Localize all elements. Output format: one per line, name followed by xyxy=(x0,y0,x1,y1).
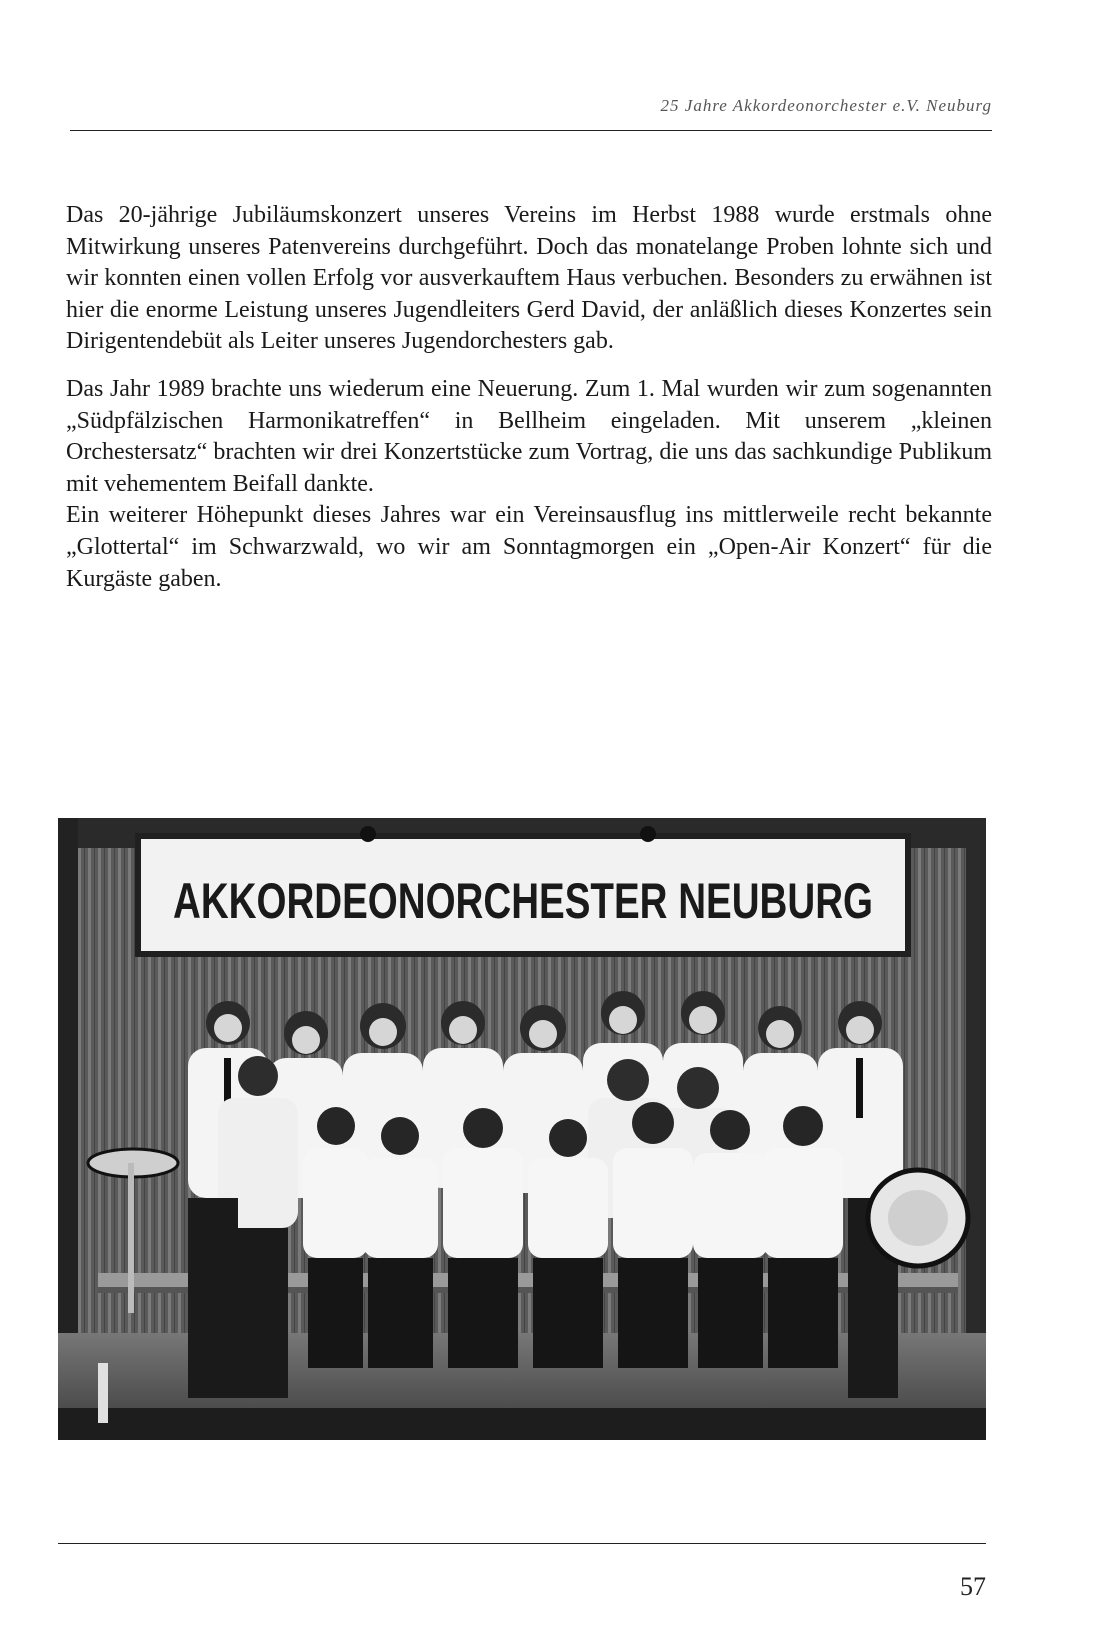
orchestra-group-photo xyxy=(58,818,986,1440)
paragraph-1: Das 20-jährige Jubiläumskonzert unseres Vereins im Herbst 1988 wurde erstmals ohne Mitwirkung unseres Patenvereins durchgeführt. Doch das monatelange Proben lohnte sich und wir konnten einen vollen Erfolg vor ausverkauftem Haus verbuchen. Besonders zu erwähnen ist hier die enorme Leistung unseres Jugendleiters Gerd David, der anläßlich dieses Konzertes sein Dirigentendebüt als Leiter unseres Jugendorchesters gab. xyxy=(66,202,992,355)
page-number: 57 xyxy=(960,1572,986,1601)
footer-rule xyxy=(58,1543,986,1544)
article-body xyxy=(66,200,992,595)
header-rule xyxy=(70,130,992,131)
paragraph-3: Ein weiterer Höhepunkt dieses Jahres war ein Vereinsausflug ins mittlerweile recht bekannte „Glottertal“ im Schwarzwald, wo wir am Sonntagmorgen ein „Open-Air Konzert“ für die Kurgäste gaben. xyxy=(66,502,992,592)
banner-text: AKKORDEONORCHESTER NEUBURG xyxy=(173,873,873,929)
paragraph-2: Das Jahr 1989 brachte uns wiederum eine Neuerung. Zum 1. Mal wurden wir zum sogenannten „Südpfälzischen Harmonikatreffen“ in Bellheim eingeladen. Mit unserem „kleinen Orchestersatz“ brachten wir drei Konzertstücke zum Vortrag, die uns das sachkundige Publikum mit vehementem Beifall dankte. xyxy=(66,375,992,497)
running-head-title: 25 Jahre Akkordeonorchester e.V. Neuburg xyxy=(660,96,992,115)
